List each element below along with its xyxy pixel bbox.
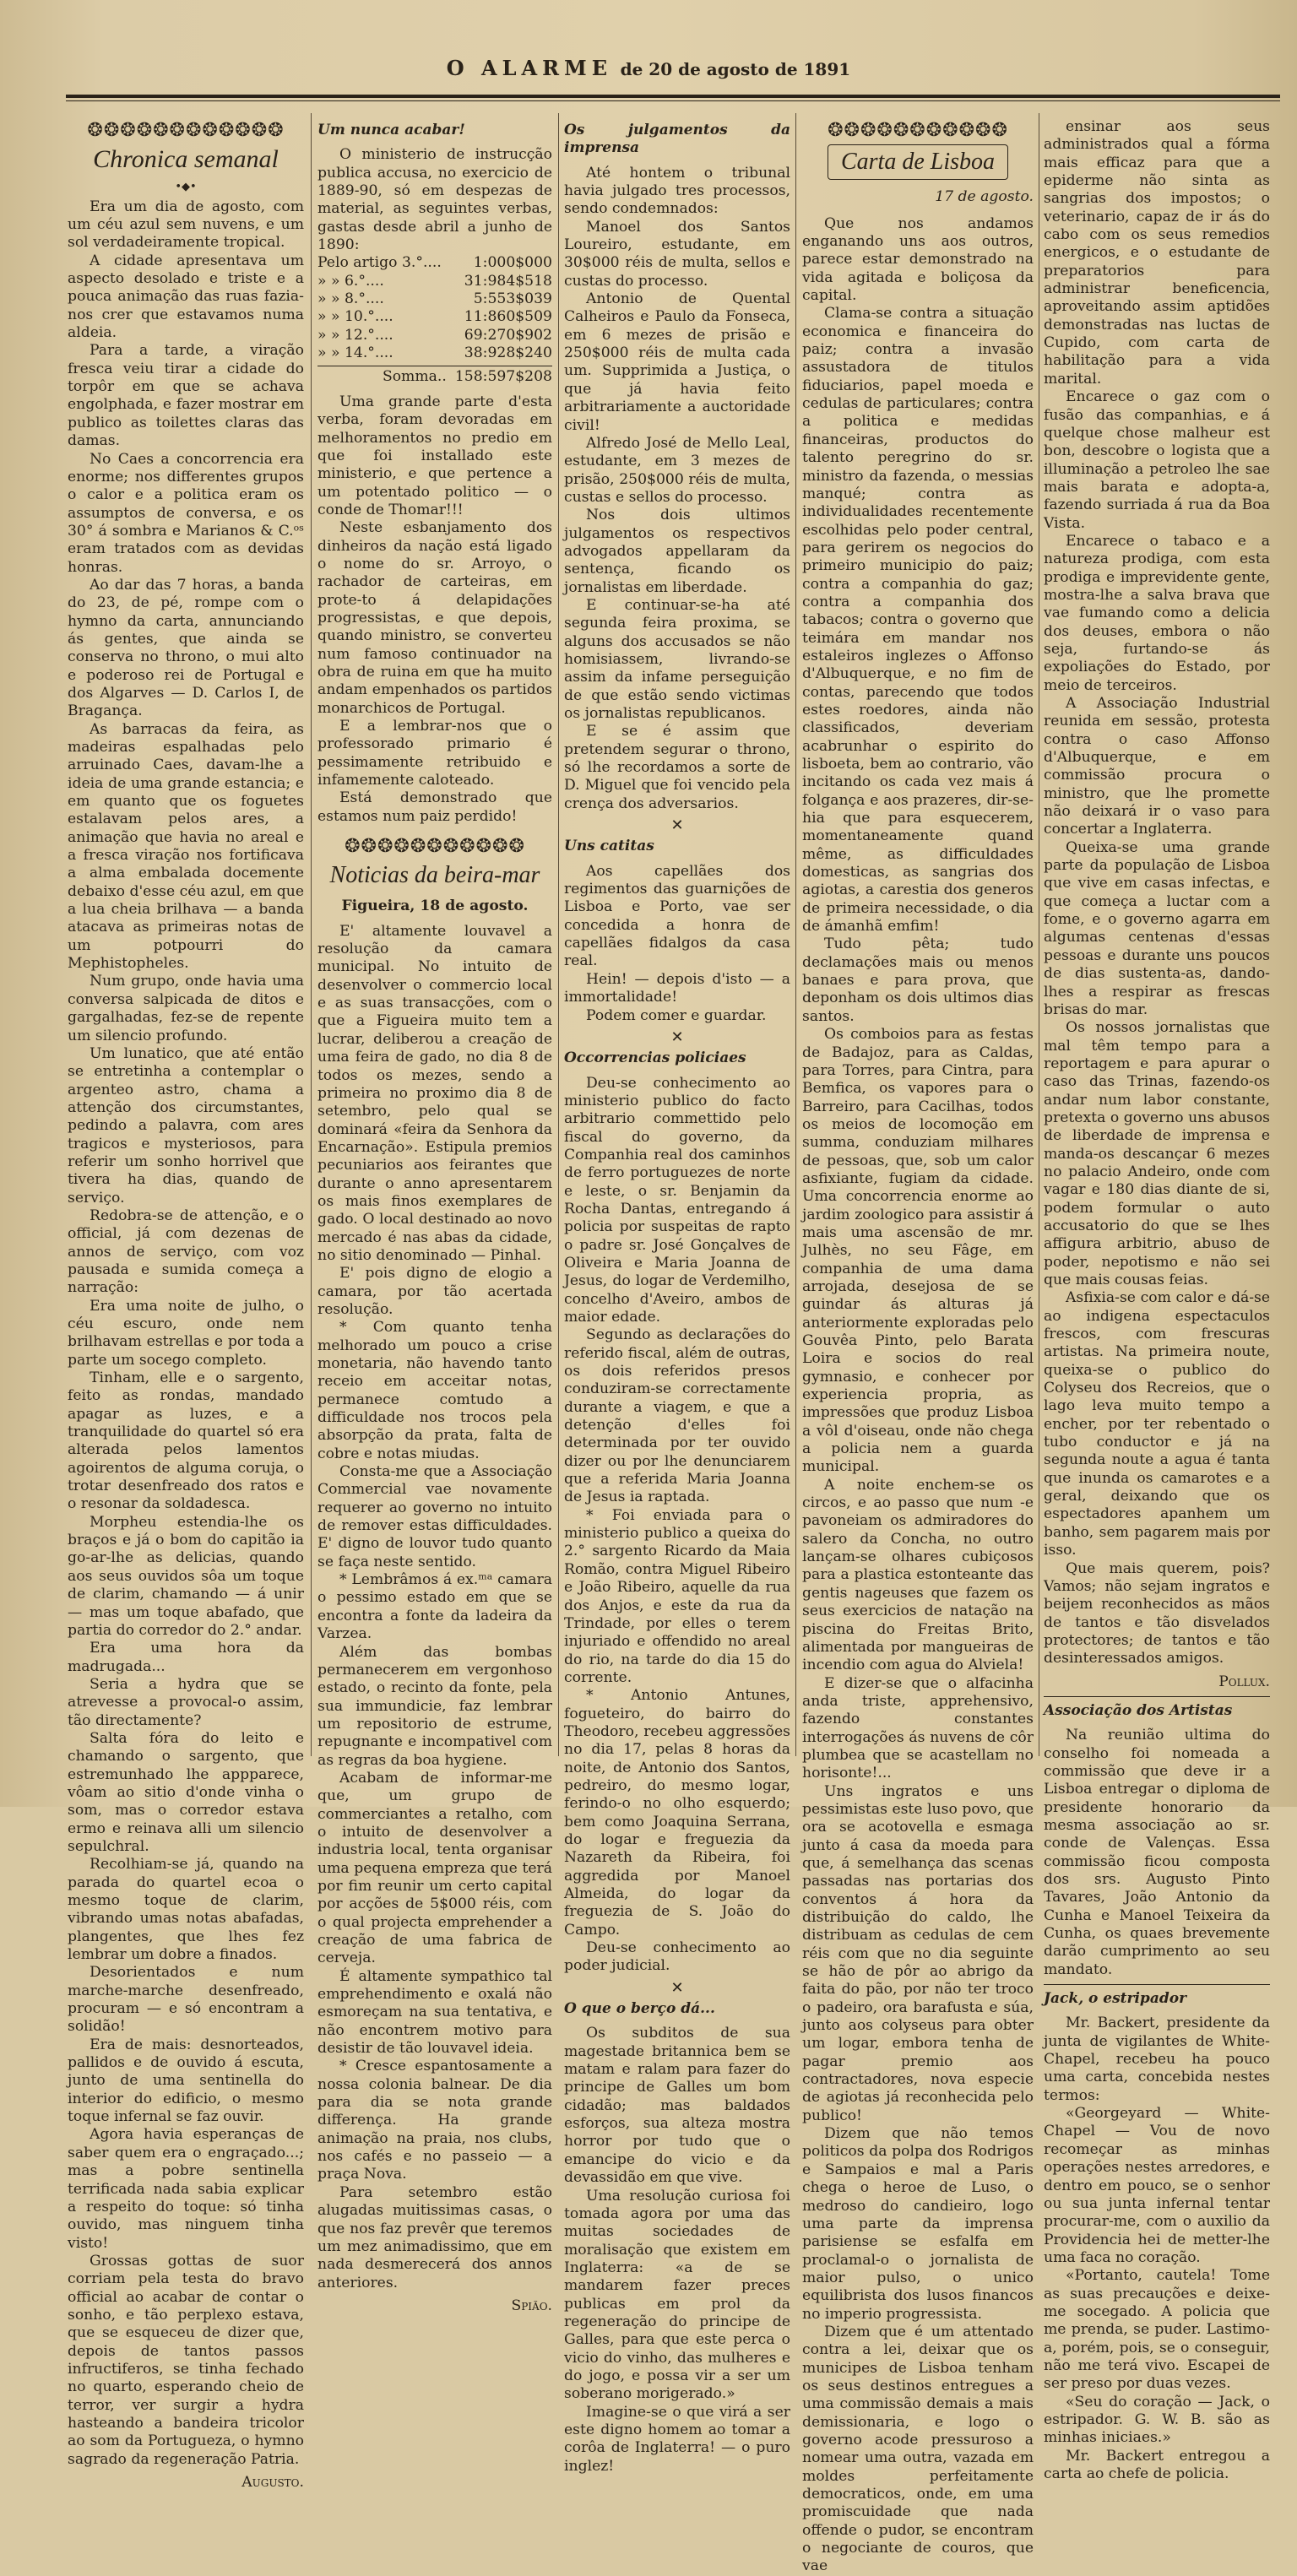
- chronica-body: [68, 198, 304, 2469]
- carta-lisboa-paragraph: Tudo pêta; tudo declamações mais ou menos banaes e para prova, que deponham os dois ultimos dias santos.: [802, 935, 1034, 1025]
- separator-cross: ✕: [670, 1978, 684, 1997]
- jack-body: [1044, 2015, 1270, 2483]
- article-paragraph: O ministerio de instrucção publica accusa, no exercicio de 1889-90, só em despezas de material, as seguintes verbas, gastas desde abril a junho de 1890:: [317, 146, 552, 254]
- divider-line: [1044, 1696, 1270, 1697]
- expense-total-value: 158:597$208: [454, 368, 552, 386]
- expense-article: » » 10.°....: [317, 308, 393, 326]
- column-julgamentos: [564, 118, 790, 2475]
- julgamentos-paragraph: Antonio de Quental Calheiros e Paulo da Fonseca, em 6 mezes de prisão e 250$000 réis de multa cada um. Supprimida a Justiça, o que já havia feito arbitrariamente a auctoridade civil!: [564, 290, 790, 434]
- expense-value: 69:270$902: [464, 326, 552, 344]
- article-heading-berco: O que o berço dá...: [564, 2000, 715, 2018]
- expense-article: Pelo artigo 3.°....: [317, 254, 442, 272]
- expense-table: [317, 254, 552, 362]
- jack-paragraph: «Seu do coração — Jack, o estripador. G. W. B. são as minhas iniciaes.»: [1044, 2393, 1270, 2447]
- expense-row: [317, 254, 552, 272]
- carta-lisboa-paragraph: Clama-se contra a situação economica e financeira do paiz; contra a invasão assustadora de titulos fiduciarios, papel moeda e cedulas de particulares; contra a politica e medidas financeiras, productos do talento peregrino do sr. ministro da fazenda, o messias manqué; contra as individualidades recentemente escolhidas pelo poder central, para gerirem os negocios do primeiro municipio do paiz; contra a companhia do gaz; contra a companhia dos tabacos; contra o governo que teimára em mandar nos estaleiros inglezes o Affonso d'Albuquerque, e no fim de contas, parecendo que todos estes roedores, ainda não classificados, deveriam acabrunhar o espirito do lisboeta, bem ao contrario, vão incitando os cada vez mais á folgança e aos prazeres, dir-se-hia que para esquecerem, momentaneamente quand même, as difficuldades domesticas, as sangrias dos agiotas, a carestia dos generos de primeira necessidade, o dia de ámanhã emfim!: [802, 305, 1034, 935]
- beira-mar-paragraph: É altamente sympathico tal emprehendimento e oxalá não esmoreçam na sua tentativa, e não encontrem motivo para desistir de tão louvavel ideia.: [317, 1967, 552, 2058]
- chronica-paragraph: A cidade apresentava um aspecto desolado e triste e a pouca animação das ruas fazia-nos crer que estavamos numa aldeia.: [68, 252, 304, 342]
- divider-star: •◆•: [175, 181, 197, 194]
- article-heading-occorrencias: Occorrencias policiaes: [564, 1049, 746, 1067]
- jack-paragraph: Mr. Backert entregou a carta ao chefe de policia.: [1044, 2447, 1270, 2482]
- divider-line: [1044, 1984, 1270, 1985]
- julgamentos-paragraph: Manoel dos Santos Loureiro, estudante, em 30$000 réis de multa, sellos e custas do processo.: [564, 218, 790, 290]
- dateline-figueira: Figueira, 18 de agosto.: [341, 898, 529, 915]
- occorrencias-paragraph: * Antonio Antunes, fogueteiro, do bairro do Theodoro, recebeu aggressões no dia 17, pelas 8 horas da noite, de Antonio dos Santos, pedreiro, do mesmo logar, ferindo-o no olho esquerdo; bem como Joaquina Serrana, do logar e freguezia da Nazareth da Ribeira, foi aggredida por Manoel Almeida, do logar da freguezia de S. João do Campo.: [564, 1687, 790, 1939]
- section-title-chronica: Chronica semanal: [93, 145, 279, 174]
- jack-paragraph: «Portanto, cautela! Tome as suas precauções e deixe-me socegado. A policia que me prenda, se puder. Lastimo-a, porém, pois, se o conseguir, não me terá vivo. Escapei de ser preso por duas vezes.: [1044, 2267, 1270, 2393]
- chronica-paragraph: Recolhiam-se já, quando na parada do quartel ecoa o mesmo toque de clarim, vibrando umas notas abafadas, plangentes, que lhes fez lembrar um dobre a finados.: [68, 1856, 304, 1964]
- beira-mar-paragraph: * Lembrâmos á ex.ᵐᵃ camara o pessimo estado em que se encontra a fonte da ladeira da Varzea.: [317, 1571, 552, 1643]
- jack-paragraph: «Georgeyard — White-Chapel — Vou de novo recomeçar as minhas operações nestes arredores, e dentro em pouco, se o senhor ou sua junta infernal tentar procurar-me, com o auxilio da Providencia hei de metter-lhe uma faca no coração.: [1044, 2105, 1270, 2266]
- beira-mar-paragraph: * Com quanto tenha melhorado um pouco a crise monetaria, não havendo tanto receio em acceitar notas, permanece comtudo a difficuldade nos trocos pela absorpção da prata, falta de cobre e notas miudas.: [317, 1319, 552, 1462]
- section-title-beira-mar: Noticias da beira-mar: [329, 862, 540, 889]
- jack-paragraph: Mr. Backert, presidente da junta de vigilantes de White-Chapel, recebeu ha pouco uma carta, concebida nestes termos:: [1044, 2015, 1270, 2104]
- beira-mar-signature: Spião.: [511, 2297, 552, 2314]
- expense-total-label: Somma..: [382, 368, 447, 386]
- chronica-paragraph: Era uma hora da madrugada...: [68, 1640, 304, 1675]
- beira-mar-paragraph: E' pois digno de elogio a camara, por tão acertada resolução.: [317, 1265, 552, 1318]
- expense-article: » » 8.°....: [317, 290, 384, 308]
- chronica-paragraph: No Caes a concorrencia era enorme; nos differentes grupos o calor e a politica eram os assumptos de conversa, e os 30° á sombra e Marianos & C.ᵒˢ eram tratados com as devidas honras.: [68, 450, 304, 576]
- nunca-acabar-paragraph: Está demonstrado que estamos num paiz perdido!: [317, 789, 552, 825]
- carta-lisboa-paragraph: Uns ingratos e uns pessimistas este luso povo, que ora se acotovella e esmaga junto á casa da moeda para que, á semelhança das scenas passadas nas portarias dos conventos á hora da distribuição do caldo, lhe distribuam as cedulas de cem réis com que no dia seguinte se hão de pôr ao abrigo da faita do pão, por não ter troco o padeiro, ora barafusta e súa, junto aos colyseus para obter um logar, embora tenha de pagar premio aos contractadores, nova especie de agiotas já reconhecida pelo publico!: [802, 1782, 1034, 2124]
- chronica-paragraph: Era um dia de agosto, com um céu azul sem nuvens, e um sol verdadeiramente tropical.: [68, 198, 304, 252]
- berco-paragraph: Os subditos de sua magestade britannica bem se matam e ralam para fazer do principe de Galles um bom cidadão; mas baldados esforços, sua alteza mostra horror por tudo que o emancipe do vicio e da devassidão em que vive.: [564, 2025, 790, 2187]
- section-title-carta-lisboa: Carta de Lisboa: [828, 144, 1008, 180]
- column-divider: [795, 113, 796, 1756]
- occorrencias-paragraph: Deu-se conhecimento ao poder judicial.: [564, 1939, 790, 1975]
- julgamentos-paragraph: Até hontem o tribunal havia julgado tres processos, sendo condemnados:: [564, 164, 790, 218]
- beira-mar-paragraph: * Cresce espantosamente a nossa colonia balnear. De dia para dia se nota grande differença. Ha grande animação na praia, nos clubs, nos cafés e no passeio — a praça Nova.: [317, 2058, 552, 2183]
- expense-value: 38:928$240: [464, 344, 552, 362]
- expense-value: 5:553$039: [473, 290, 552, 308]
- expense-total-row: [317, 366, 552, 386]
- expense-value: 1:000$000: [473, 254, 552, 272]
- chronica-paragraph: Para a tarde, a viração fresca veiu tirar a cidade do torpôr em que se achava engolphada, e fazer mostrar em publico as toilettes claras das damas.: [68, 342, 304, 450]
- article-heading-nunca-acabar: Um nunca acabar!: [317, 122, 465, 138]
- masthead-date: de 20 de agosto de 1891: [620, 59, 851, 79]
- julgamentos-body: [564, 165, 790, 813]
- beira-mar-paragraph: E' altamente louvavel a resolução da camara municipal. No intuito de desenvolver o commercio local e as suas transacções, com o que a Figueira muito tem a lucrar, deliberou a creação de uma feira de gado, no dia 8 de todos os mezes, sendo a primeira no proximo dia 8 de setembro, pelo qual se dominará «feira da Senhora da Encarnação». Estipula premios pecuniarios aos feirantes que durante o anno apresentarem os mais finos exemplares de gado. O local destinado ao novo mercado é nas abas da cidade, no sitio denominado — Pinhal.: [317, 922, 552, 1264]
- article-heading-jack: Jack, o estripador: [1044, 1990, 1187, 2008]
- carta-lisboa-paragraph: Encarece o tabaco e a natureza prodiga, com esta prodiga e imprevidente gente, mostra-lhe a salva brava que vae fumando como a delicia dos deuses, embora o não seja, furtando-se ás expoliações do Estado, por meio de terceiros.: [1044, 532, 1270, 694]
- carta-lisboa-paragraph: Queixa-se uma grande parte da população de Lisboa que vive em casas infectas, e que começa a luctar com a fome, e o governo agarra em algumas centenas d'essas pessoas e durante uns poucos de dias sustenta-as, dando-lhes a respirar as frescas brisas do mar.: [1044, 838, 1270, 1018]
- carta-lisboa-paragraph: Asfixia-se com calor e dá-se ao indigena espectaculos frescos, com frescuras artistas. Na primeira noute, queixa-se o publico do Colyseu dos Recreios, que o lago leva muito tempo a encher, por ter rebentado o tubo conductor e já na segunda noute a agua é tanta que inunda os camarotes e a geral, deixando que os espectadores apanhem um banho, sem pagarem mais por isso.: [1044, 1289, 1270, 1559]
- carta-lisboa-paragraph: Os comboios para as festas de Badajoz, para as Caldas, para Torres, para Cintra, para Bemfica, os vapores para o Barreiro, para Cacilhas, todos os meios de locomoção em summa, conduziam milhares de pessoas, que, sob um calor asfixiante, fugiam da cidade. Uma concorrencia enorme ao jardim zoologico para assistir á mais uma ascensão de mr. Julhès, no seu Fâge, em companhia de uma dama arrojada, desejosa de se guindar ás alturas já anteriormente exploradas pelo Gouvêa Pinto, pelo Barata Loira e socios do real gymnasio, e conhecer por experiencia propria, as impressões que produz Lisboa a vôl d'oiseau, onde não chega a policia nem a guarda municipal.: [802, 1026, 1034, 1476]
- article-heading-artistas: Associação dos Artistas: [1044, 1701, 1233, 1719]
- expense-row: [317, 290, 552, 308]
- chronica-signature: Augusto.: [241, 2474, 304, 2491]
- expense-value: 11:860$509: [464, 308, 552, 326]
- chronica-paragraph: Seria a hydra que se atrevesse a provocal-o assim, tão directamente?: [68, 1675, 304, 1729]
- expense-article: » » 6.°....: [317, 272, 384, 290]
- catitas-paragraph: Podem comer e guardar.: [586, 1006, 767, 1024]
- chronica-paragraph: Morpheu estendia-lhe os braços e já o bom do capitão ia go-ar-lhe as delicias, quando aos seus ouvidos sôa um toque de clarim, chamando — á unir — mas um toque abafado, que partia do corredor do 2.° andar.: [68, 1513, 304, 1639]
- chronica-paragraph: Ao dar das 7 horas, a banda do 23, de pé, rompe com o hymno da carta, annunciando ás gentes, que ainda se conserva no throno, o mui alto e poderoso rei de Portugal e dos Algarves — D. Carlos I, de Bragança.: [68, 576, 304, 720]
- chronica-paragraph: Era de mais: desnorteados, pallidos e de ouvido á escuta, junto de uma sentinella do interior do edificio, o mesmo toque infernal se faz ouvir.: [68, 2036, 304, 2126]
- expense-article: » » 14.°....: [317, 344, 393, 362]
- catitas-paragraph: Aos capellães dos regimentos das guarnições de Lisboa e Porto, vae ser concedida a honra de capellães fidalgos da casa real.: [564, 862, 790, 970]
- julgamentos-paragraph: E continuar-se-ha até segunda feira proxima, se alguns dos accusados se não homisiassem, livrando-se assim da infame perseguição de que estão sendo victimas os jornalistas republicanos.: [564, 596, 790, 722]
- chronica-paragraph: Num grupo, onde havia uma conversa salpicada de ditos e gargalhadas, fez-se de repente um silencio profundo.: [68, 973, 304, 1044]
- ornament-border: ❂❂❂❂❂❂❂❂❂❂❂: [345, 836, 525, 858]
- column-chronica: [68, 118, 304, 2491]
- julgamentos-paragraph: Nos dois ultimos julgamentos os respectivos advogados appellaram da sentença, ficando os jornalistas em liberdade.: [564, 507, 790, 596]
- carta-lisboa-body: [802, 215, 1034, 2576]
- carta-lisboa-paragraph: A noite enchem-se os circos, e ao passo que num -e pavoneiam os admiradores do salero da Concha, no outro lançam-se olhares cubiçosos para a plastica estonteante das gentis nageuses que fazem os seus exercicios de natação na piscina do Freitas Brito, alimentada por mangueiras de incendio com agua do Alviela!: [802, 1476, 1034, 1674]
- separator-cross: ✕: [670, 1028, 684, 1046]
- chronica-paragraph: Um lunatico, que até então se entretinha a contemplar o argenteo astro, chama a attenção dos circumstantes, pedindo a palavra, com ares tragicos e mysteriosos, para referir um sonho horrivel que tivera ha dias, quando de serviço.: [68, 1044, 304, 1207]
- beira-mar-paragraph: Consta-me que a Associação Commercial vae novamente requerer ao governo no intuito de remover estas difficuldades. E' digno de louvor tudo quanto se faça neste sentido.: [317, 1463, 552, 1570]
- column-divider: [311, 113, 312, 1756]
- masthead-brand: O ALARME: [446, 56, 612, 80]
- catitas-paragraph: Hein! — depois d'isto — a immortalidade!: [564, 970, 790, 1006]
- masthead: [0, 56, 1297, 81]
- julgamentos-paragraph: Alfredo José de Mello Leal, estudante, em 3 mezes de prisão, 250$000 réis de multa, custas e sellos do processo.: [564, 434, 790, 506]
- beira-mar-paragraph: Além das bombas permanecerem em vergonhoso estado, o recinto da fonte, pela sua immundicie, faz lembrar um repositorio de estrume, repugnante e incompativel com as regras da boa hygiene.: [317, 1643, 552, 1769]
- chronica-paragraph: Redobra-se de attenção, e o official, já com dezenas de annos de serviço, com voz pausada e sumida começa a narração:: [68, 1207, 304, 1297]
- column-nunca-acabar: [317, 118, 552, 2314]
- carta-lisboa-paragraph: Que mais querem, pois? Vamos; não sejam ingratos e beijem reconhecidos as mãos de tantos e tão disvelados protectores; de tantos e tão desinteressados amigos.: [1044, 1559, 1270, 1668]
- berco-paragraph: Imagine-se o que virá a ser este digno homem ao tomar a corôa de Inglaterra! — o puro inglez!: [564, 2403, 790, 2475]
- masthead-rule-thin: [66, 100, 1280, 101]
- carta-lisboa-paragraph: Que nos andamos enganando uns aos outros, parece estar demonstrado na vida agitada e boliçosa da capital.: [802, 214, 1034, 305]
- expense-row: [317, 344, 552, 362]
- beira-mar-paragraph: Para setembro estão alugadas muitissimas casas, o que nos faz prevêr que teremos um mez animadissimo, que em nada desmerecerá dos annos anteriores.: [317, 2183, 552, 2291]
- carta-lisboa-paragraph: Os nossos jornalistas que mal têm tempo para a reportagem e para apurar o caso das Trinas, fazendo-os andar num labor constante, pretexta o governo uns abusos de liberdade de imprensa e manda-os descançar 6 mezes no palacio Andeiro, onde com vagar e 180 dias diante de si, podem formular o auto accusatorio do que se lhes affigura arbitrio, abuso de poder, nepotismo e não sei que mais cousas feias.: [1044, 1019, 1270, 1288]
- nunca-acabar-paragraph: E a lembrar-nos que o professorado primario é pessimamente retribuido e infamemente caloteado.: [317, 718, 552, 789]
- chronica-paragraph: Grossas gottas de suor corriam pela testa do bravo official ao acabar de contar o sonho, e tão perplexo estava, que se esqueceu de dizer que, depois de tantos passos infructiferos, se tinha fechado no quarto, esperando cheio de terror, ver surgir a hydra hasteando a bandeira tricolor ao som da Portugueza, o hymno sagrado da regeneração Patria.: [68, 2252, 304, 2468]
- expense-row: [317, 273, 552, 290]
- dateline-lisboa: 17 de agosto.: [935, 188, 1034, 206]
- berco-paragraph: Uma resolução curiosa foi tomada agora por uma das muitas sociedades de moralisação que existem em Inglaterra: «a de se mandarem fazer preces publicas em prol da regeneração do principe de Galles, para que este perca o vicio do vinho, das mulheres e do jogo, e possa vir a ser um soberano morigerado.»: [564, 2187, 790, 2403]
- carta-lisboa-paragraph: A Associação Industrial reunida em sessão, protesta contra o caso Affonso d'Albuquerque, e em commissão procura o ministro, que lhe promette não deixará ir o vaso para concertar a Inglaterra.: [1044, 695, 1270, 838]
- expense-row: [317, 308, 552, 326]
- carta-lisboa-paragraph: Dizem que é um attentado contra a lei, deixar que os municipes de Lisboa tenham os seus destinos entregues a uma commissão demais a mais demissionaria, e logo o governo acode pressuroso a nomear uma outra, vazada em moldes perfeitamente democraticos, onde, em uma promiscuidade que nada offende o pudor, se encontram o negociante de couros, que vae: [802, 2323, 1034, 2575]
- column-divider: [558, 113, 559, 1756]
- expense-article: » » 12.°....: [317, 326, 393, 344]
- carta-lisboa-signature: Pollux.: [1218, 1673, 1270, 1690]
- carta-lisboa-paragraph: Encarece o gaz com o fusão das companhias, e á quelque chose malheur est bon, descobre o logista que a illuminação a petroleo lhe sae mais barata e adopta-a, fazendo surriada á rua da Boa Vista.: [1044, 388, 1270, 532]
- beira-mar-body: [317, 923, 552, 2292]
- beira-mar-paragraph: Acabam de informar-me que, um grupo de commerciantes a retalho, com o intuito de desenvolver a industria local, tenta organisar uma pequena empreza que terá por fim reunir um certo capital por acções de 5$000 réis, com o qual projecta emprehender a creação de uma fabrica de cerveja.: [317, 1769, 552, 1967]
- masthead-rule: [66, 95, 1280, 98]
- artistas-paragraph: Na reunião ultima do conselho foi nomeada a commissão que deve ir a Lisboa entregar o diploma de presidente honorario da mesma associação ao sr. conde de Valenças. Essa commissão ficou composta dos srs. Augusto Pinto Tavares, João Antonio da Cunha e Manoel Teixeira da Cunha, os quaes brevemente darão cumprimento ao seu mandato.: [1044, 1727, 1270, 1978]
- carta-lisboa-paragraph: E dizer-se que o alfacinha anda triste, apprehensivo, fazendo constantes interrogações ás nuvens de côr plumbea que se acastellam no horisonte!...: [802, 1674, 1034, 1782]
- chronica-paragraph: Desorientados e num marche-marche desenfreado, procuram — e só encontram a solidão!: [68, 1964, 304, 2036]
- chronica-paragraph: Agora havia esperanças de saber quem era o engraçado...; mas a pobre sentinella terrificada nada sabia explicar a respeito do toque: só tinha ouvido, mas ninguem tinha visto!: [68, 2126, 304, 2252]
- occorrencias-body: [564, 1075, 790, 1976]
- column-carta-lisboa: [802, 118, 1034, 2575]
- chronica-paragraph: Era uma noite de julho, o céu escuro, onde nem brilhavam estrellas e por toda a parte um socego completo.: [68, 1297, 304, 1369]
- separator-cross: ✕: [670, 816, 684, 835]
- chronica-paragraph: Salta fóra do leito e chamando o sargento, que estremunhado lhe appparece, vôam ao sitio d'onde vinha o som, mas o corredor estava ermo e reinava alli um silencio sepulchral.: [68, 1729, 304, 1855]
- catitas-body: [564, 863, 790, 1025]
- nunca-acabar-paragraph: Neste esbanjamento dos dinheiros da nação está ligado o nome do sr. Arroyo, o rachador de carteiras, em prote-to á delapidações progressistas, e que depois, quando ministro, se converteu num famoso continuador na obra de ruina em que ha muito andam empenhados os partidos monarchicos de Portugal.: [317, 519, 552, 717]
- chronica-paragraph: As barracas da feira, as madeiras espalhadas pelo arruinado Caes, davam-lhe a ideia de uma grande estancia; e em quanto que os foguetes estalavam pelos ares, a animação que havia no areal e a fresca viração nos fortificava a alma embalada docemente debaixo d'esse céu azul, em que a lua cheia brilhava — a banda atacava as primeiras notas de um potpourri do Mephistopheles.: [68, 720, 304, 973]
- carta-lisboa-paragraph: ensinar aos seus administrados qual a fórma mais efficaz para que a epiderme não sinta as sangrias dos impostos; o veterinario, capaz de ir ás do cabo com os seus remedios energicos, e o estudante de preparatorios para administrar beneficencia, aproveitando assim aptidões demonstradas nas luctas de Cupido, com carta de habilitação para a vida marital.: [1044, 118, 1270, 388]
- chronica-paragraph: Tinham, elle e o sargento, feito as rondas, mandado apagar as luzes, e a tranquilidade do quartel só era alterada pelos lamentos agoirentos de alguma coruja, o trotar desenfreado dos ratos e o resonar da soldadesca.: [68, 1369, 304, 1513]
- article-heading-julgamentos: Os julgamentos da imprensa: [564, 122, 790, 157]
- expense-row: [317, 327, 552, 344]
- expense-value: 31:984$518: [464, 272, 552, 290]
- nunca-acabar-body: [317, 393, 552, 826]
- nunca-acabar-paragraph: Uma grande parte d'esta verba, foram devoradas em melhoramentos no predio em que foi installado este ministerio, e que pertence a um potentado politico — o conde de Thomar!!!: [317, 393, 552, 518]
- carta-lisboa-paragraph: Dizem que não temos politicos da polpa dos Rodrigos e Sampaios e mal a Paris chega o heroe de Luso, o medroso do candieiro, logo uma parte da imprensa parisiense se esfalfa em proclamal-o o jornalista de maior pulso, o unico equilibrista dos lusos financos no imperio progressista.: [802, 2125, 1034, 2323]
- carta-lisboa-continuation: [1044, 118, 1270, 1668]
- column-continuation: [1044, 118, 1270, 2482]
- occorrencias-paragraph: * Foi enviada para o ministerio publico a queixa do 2.° sargento Ricardo da Maia Romão, contra Miguel Ribeiro e João Ribeiro, aquelle da rua dos Anjos, e este da rua da Trindade, por elles o terem injuriado e offendido no areal do rio, na tarde do dia 15 do corrente.: [564, 1506, 790, 1686]
- ornament-border: ❂❂❂❂❂❂❂❂❂❂❂: [828, 120, 1008, 141]
- occorrencias-paragraph: Deu-se conhecimento ao ministerio publico do facto arbitrario commettido pelo fiscal do governo, da Companhia real dos caminhos de ferro portuguezes de norte e leste, o sr. Benjamin da Rocha Dantas, entregando á policia por suspeitas de rapto o padre sr. José Gonçalves de Oliveira e Maria Joanna de Jesus, do logar de Verdemilho, concelho d'Aveiro, ambos de maior edade.: [564, 1074, 790, 1326]
- julgamentos-paragraph: E se é assim que pretendem segurar o throno, só lhe recordamos a sorte de D. Miguel que foi vencido pela crença dos adversarios.: [564, 723, 790, 812]
- ornament-border: ❂❂❂❂❂❂❂❂❂❂❂❂: [87, 120, 285, 141]
- occorrencias-paragraph: Segundo as declarações do referido fiscal, além de outras, os dois referidos presos conduziram-se correctamente durante a viagem, e que a detenção d'elles foi determinada por ter ouvido dizer ou por lhe denunciarem que a referida Maria Joanna de Jesus ia raptada.: [564, 1326, 790, 1506]
- berco-body: [564, 2025, 790, 2476]
- article-heading-catitas: Uns catitas: [564, 838, 654, 855]
